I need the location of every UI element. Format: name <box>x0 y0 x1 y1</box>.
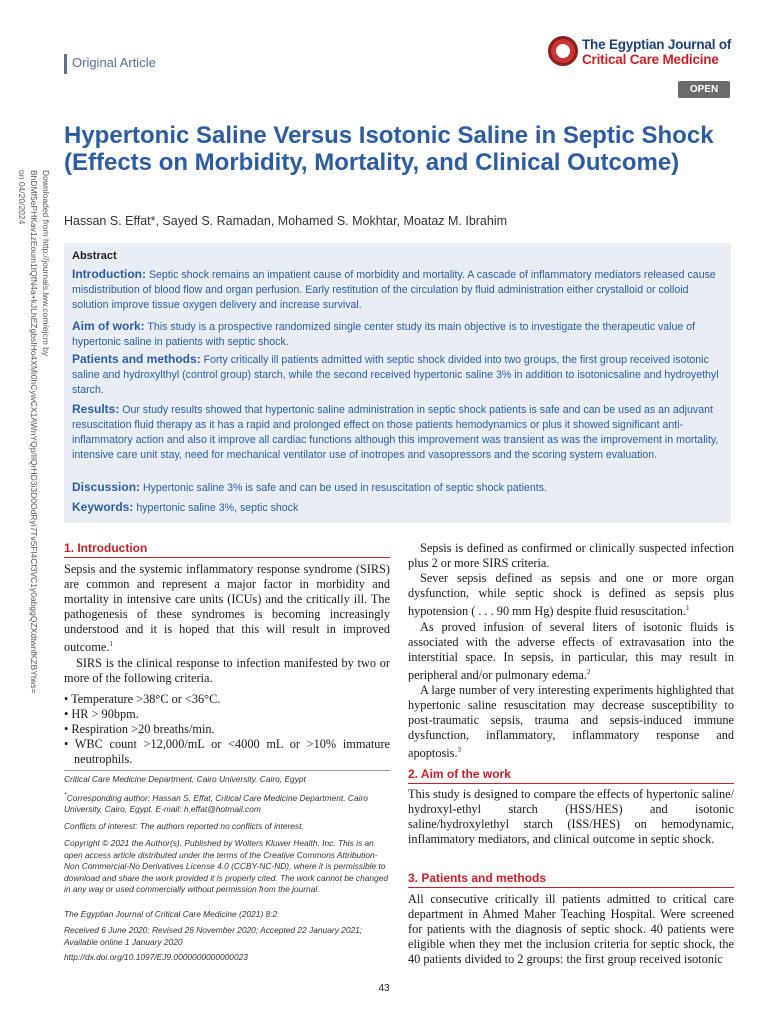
page-number: 43 <box>378 983 390 994</box>
section-bar <box>64 54 67 74</box>
abstract-introduction <box>72 267 726 313</box>
sepsis-definition-paragraph: Sepsis is defined as confirmed or clinically suspected infection plus 2 or more SIRS criteria. <box>408 541 734 571</box>
abstract-aim <box>72 319 726 350</box>
abstract-results <box>72 402 726 463</box>
download-watermark <box>17 170 52 694</box>
journal-name-line1: The Egyptian Journal of <box>582 37 732 52</box>
footnote-copyright: Copyright © 2021 the Author(s). Published by Wolters Kluwer Health, Inc. This is an open access article distributed under the terms of the Creative Commons Attribution-Non Commercial-No Derivatives License 4.0 (CCBY-NC-ND), where it is permissible to download and share the work provided it is properly cited. The work cannot be changed in any way or used commercially without permission from the journal. <box>64 838 389 894</box>
list-item: • HR > 90bpm. <box>64 706 139 721</box>
open-access-badge: OPEN <box>678 81 730 98</box>
abstract-aim-label: Aim of work: <box>72 319 145 333</box>
introduction-body <box>64 562 390 767</box>
introduction-rule <box>64 557 390 558</box>
abstract-keywords-text: hypertonic saline 3%, septic shock <box>136 502 299 514</box>
abstract-intro-label: Introduction: <box>72 267 146 281</box>
abstract-aim-text: This study is a prospective randomized single center study its main objective is to investigate the therapeutic value of hypertonic saline in patients with septic shock. <box>72 321 696 348</box>
abstract-keywords <box>72 500 726 516</box>
abstract-pm-label: Patients and methods: <box>72 352 201 366</box>
footnote-conflicts: Conflicts of interest: The authors reported no conflicts of interest. <box>64 821 304 831</box>
abstract-discussion-label: Discussion: <box>72 480 141 494</box>
introduction-heading: 1. Introduction <box>64 541 148 555</box>
abstract-intro-text: Septic shock remains an impatient cause of morbidity and mortality. A cascade of inflammatory mediators released cause misdistribution of blood flow and organ perfusion. Early restitution of the circulation by fluid administration either crystalloid or colloid solution improve tissue oxygen delivery and increase survival. <box>72 269 716 311</box>
hypertonic-experiments-paragraph: A large number of very interesting experiments highlighted that hypertonic saline resuscitation may decrease susceptibility to post-traumatic sepsis, trauma and sepsis-induced immune dysfunction, inflammatory, inflammatory response and apoptosis.$^3$ <box>408 683 734 761</box>
abstract-discussion-text: Hypertonic saline 3% is safe and can be used in resuscitation of septic shock patients. <box>142 482 547 494</box>
footnote-citation: The Egyptian Journal of Critical Care Medicine (2021) 8:2 <box>64 909 278 919</box>
authors: Hassan S. Effat*, Sayed S. Ramadan, Mohamed S. Mokhtar, Moataz M. Ibrahim <box>64 214 508 228</box>
aim-heading: 2. Aim of the work <box>408 767 511 781</box>
section-label: Original Article <box>72 55 156 70</box>
right-column-body <box>408 541 734 762</box>
severe-sepsis-paragraph: Sever sepsis defined as sepsis and one or more organ dysfunction, while septic shock is defined as sepsis plus hypotension ( . . . 90 mm Hg) despite fluid resuscitation.$^1$ <box>408 571 734 619</box>
intro-paragraph-1: Sepsis and the systemic inflammatory response syndrome (SIRS) are common and represent a major factor in morbidity and mortality in intensive care units (ICUs) and the critically ill. The pathogenesis of these syndromes is becoming increasingly understood and it is hoped that this will result in improved outcome.$^1$ <box>64 562 390 655</box>
abstract-pm-text: Forty critically ill patients admitted with septic shock divided into two groups, the first group received isotonic saline and hydroxylthyl (control group) starch, while the second received hypertonic saline 3% in addition to isotonicsaline and hydroyethyl starch. <box>72 354 719 396</box>
abstract-keywords-label: Keywords: <box>72 500 134 514</box>
isotonic-fluids-paragraph: As proved infusion of several liters of isotonic fluids is associated with the adverse effects of extravasation into the interstitial space. In sepsis, in particular, this may result in peripheral and/or pulmonary edema.$^2$ <box>408 619 734 682</box>
journal-logo-icon <box>548 36 578 66</box>
abstract-results-text: Our study results showed that hypertonic saline administration in septic shock patients is safe and can be used as an adjuvant resuscitation fluid therapy as it has a rapid and prolonged effect on those patients hemodynamics or plus it showed significant anti-inflammatory action and also it improve all cardiac functions although this improvement was transient as was the improvement in mortality, intensive care unit stay, need for mechanical ventilator use of inotropes and vasopressors and the scoring system evaluation. <box>72 404 719 461</box>
journal-name-line2: Critical Care Medicine <box>582 52 719 67</box>
patients-methods-heading: 3. Patients and methods <box>408 871 547 885</box>
abstract-heading: Abstract <box>72 250 117 262</box>
list-item: • Temperature >38°C or <36°C. <box>64 691 221 706</box>
intro-paragraph-2: SIRS is the clinical response to infection manifested by two or more of the following criteria. <box>64 655 390 685</box>
footnote-department: Critical Care Medicine Department, Cairo University, Cairo, Egypt <box>64 774 306 784</box>
list-item: • Respiration >20 breaths/min. <box>64 722 215 737</box>
sirs-criteria-list <box>64 692 390 767</box>
download-watermark-text: Downloaded from http://journals.lww.com/ejcm by BhDMf5ePHKav1zEoum1tQfN4a+kJLhEZgbsIHo4XMi0hCywCX1AWnYQp/IlQrHD3i3D0OdRyi7TvSFl4Cf3VC1y0abggQZXdtwnfKZBYtws= on 04/20/2024 <box>17 170 51 694</box>
list-item: • WBC count >12,000/mL or <4000 mL or >10% immature neutrophils. <box>64 737 390 767</box>
abstract-patients-methods <box>72 352 726 398</box>
patients-methods-rule <box>408 887 734 888</box>
footnote-dates: Received 6 June 2020; Revised 26 November 2020; Accepted 22 January 2021; Available online 1 January 2020 <box>64 925 363 947</box>
aim-body: This study is designed to compare the effects of hypertonic saline/ hydroxyl-ethyl starch (HSS/HES) and isotonic saline/hydroxylethyl starch (ISS/HES) on hemodynamic, inflammatory mediators, and clinical outcome in septic shock. <box>408 787 734 847</box>
footnote-doi[interactable]: http://dx.doi.org/10.1097/EJ9.0000000000000023 <box>64 952 248 962</box>
aim-rule <box>408 783 734 784</box>
footnote-rule <box>64 770 390 771</box>
abstract-results-label: Results: <box>72 402 120 416</box>
abstract-discussion <box>72 480 726 496</box>
patients-methods-body: All consecutive critically ill patients admitted to critical care department in Ahmed Maher Teaching Hospital. Were screened for patients with the diagnosis of septic shock. 40 patients were eligible when they met the inclusion criteria for septic shock, the 40 patients divided to 2 groups: the first group received isotonic <box>408 892 734 967</box>
footnote-corresponding-author: *Corresponding author: Hassan S. Effat, Critical Care Medicine Department, Cairo University, Cairo, Egypt. E-mail: h.effat@hotmail.com <box>64 792 368 815</box>
article-title: Hypertonic Saline Versus Isotonic Saline in Septic Shock (Effects on Morbidity, Mortality, and Clinical Outcome) <box>64 122 714 176</box>
